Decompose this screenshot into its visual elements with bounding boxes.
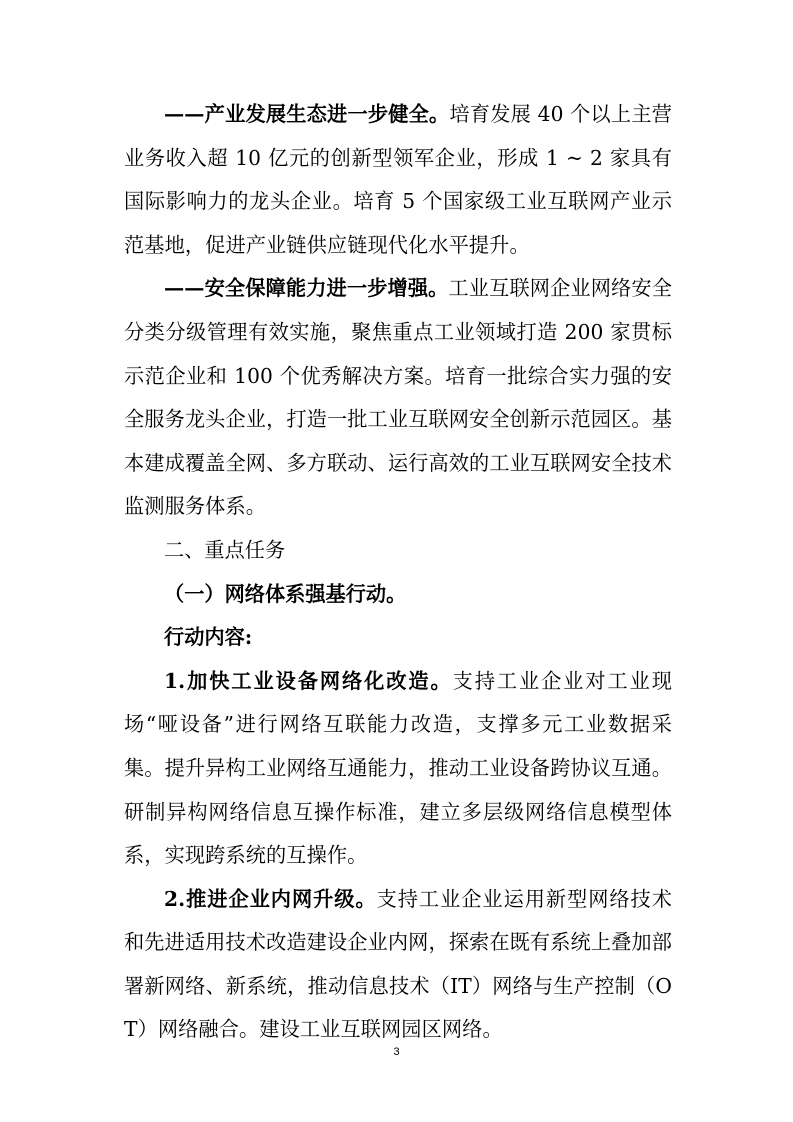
paragraph-body: 工业互联网企业网络安全分类分级管理有效实施，聚焦重点工业领域打造 200 家贯标示范企业和 100 个优秀解决方案。培育一批综合实力强的安全服务龙头企业，打造一批工业互联网安全创新示范园区。基本建成覆盖全网、多方联动、运行高效的工业互联网安全技术监测服务体系。: [124, 276, 672, 519]
item-body: 支持工业企业对工业现场“哑设备”进行网络互联能力改造，支撑多元工业数据采集。提升异构工业网络互通能力，推动工业设备跨协议互通。研制异构网络信息互操作标准，建立多层级网络信息模型体系，实现跨系统的互操作。: [124, 668, 672, 868]
section-heading: 二、重点任务: [164, 537, 286, 562]
paragraph-body: 培育发展 40 个以上主营业务收入超 10 亿元的创新型领军企业，形成 1 ~ 2 家具有国际影响力的龙头企业。培育 5 个国家级工业互联网产业示范基地，促进产业链供应链现代化水平提升。: [124, 102, 672, 257]
page-number: 3: [393, 1046, 400, 1058]
item-intranet-upgrade: [124, 878, 672, 1052]
paragraph-lead: ——产业发展生态进一步健全。: [164, 102, 450, 126]
paragraph-lead: ——安全保障能力进一步增强。: [164, 276, 449, 301]
item-lead: 2.推进企业内网升级。: [164, 886, 377, 911]
item-lead: 1.加快工业设备网络化改造。: [164, 668, 453, 693]
paragraph-security-capability: [124, 267, 672, 529]
item-device-networking: [124, 660, 672, 878]
action-label: 行动内容:: [164, 625, 253, 650]
item-body: 支持工业企业运用新型网络技术和先进适用技术改造建设企业内网，探索在既有系统上叠加部署新网络、新系统，推动信息技术（IT）网络与生产控制（OT）网络融合。建设工业互联网园区网络。: [124, 886, 672, 1042]
subsection-heading: （一）网络体系强基行动。: [164, 581, 407, 606]
paragraph-industry-ecosystem: [124, 93, 672, 267]
page-content: [124, 93, 672, 1052]
